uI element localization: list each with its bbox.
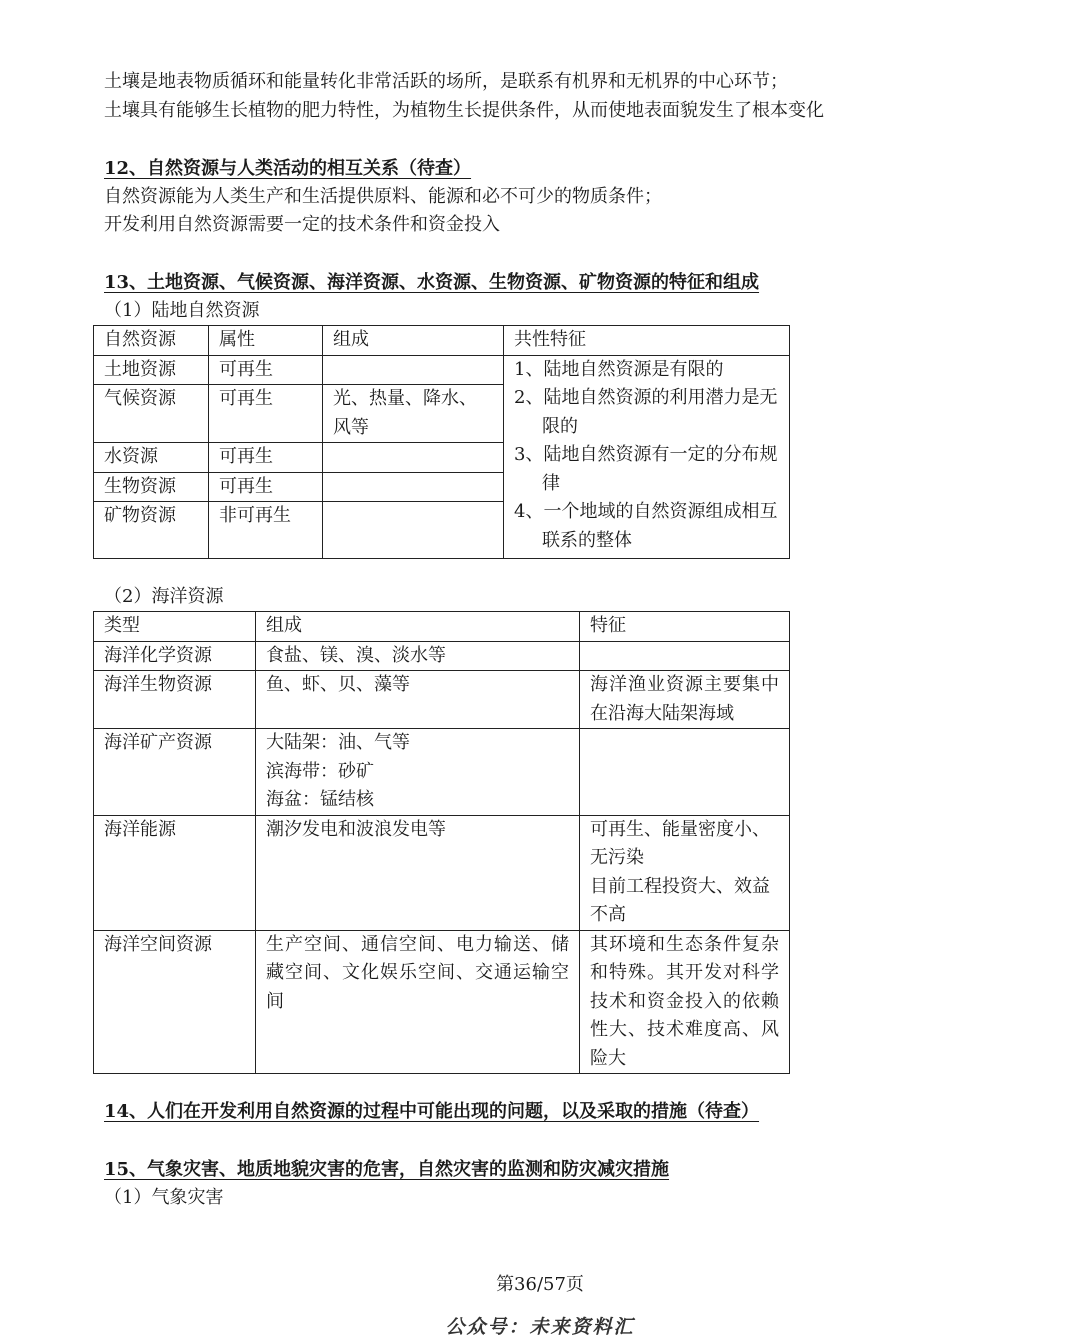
section-12-heading: 12、自然资源与人类活动的相互关系（待查） <box>104 158 472 179</box>
brand-watermark: 公众号：未来资料汇 <box>445 1316 635 1338</box>
attribute-cell: 可再生 <box>209 355 323 385</box>
feature-line: 可再生、能量密度小、无污染 <box>590 818 770 868</box>
table-row <box>94 671 790 729</box>
feature-cell <box>580 671 790 729</box>
common-features-list <box>514 356 781 556</box>
table-row <box>94 641 790 671</box>
type-cell: 海洋生物资源 <box>94 671 256 729</box>
header-cell: 属性 <box>209 326 323 356</box>
list-item: 1、陆地自然资源是有限的 <box>514 358 724 380</box>
attribute-cell: 可再生 <box>209 472 323 502</box>
feature-cell <box>580 930 790 1074</box>
resource-name-cell: 水资源 <box>94 443 209 473</box>
common-features-cell <box>504 355 790 559</box>
feature-cell <box>580 729 790 816</box>
section-13-heading: 13、土地资源、气候资源、海洋资源、水资源、生物资源、矿物资源的特征和组成 <box>104 272 760 293</box>
resource-name-cell: 矿物资源 <box>94 502 209 559</box>
table-header-row <box>94 612 790 642</box>
feature-line: 其环境和生态条件复杂和特殊。其开发对科学技术和资金投入的依赖性大、技术难度高、风险大 <box>590 933 779 1069</box>
header-cell: 特征 <box>580 612 790 642</box>
composition-line: 滨海带：砂矿 <box>266 760 374 782</box>
ocean-resources-title: （2）海洋资源 <box>104 586 224 607</box>
attribute-cell: 可再生 <box>209 385 323 443</box>
type-cell: 海洋矿产资源 <box>94 729 256 816</box>
resource-name-cell: 生物资源 <box>94 472 209 502</box>
composition-line: 大陆架：油、气等 <box>266 732 410 753</box>
intro-line-1: 土壤是地表物质循环和能量转化非常活跃的场所，是联系有机界和无机界的中心环节； <box>104 71 788 92</box>
table-header-row <box>94 326 790 356</box>
header-cell: 组成 <box>256 612 580 642</box>
composition-cell <box>256 729 580 816</box>
land-resources-table <box>93 325 790 559</box>
composition-line: 生产空间、通信空间、电力输送、储藏空间、文化娱乐空间、交通运输空间 <box>266 933 569 1012</box>
composition-cell <box>323 443 504 473</box>
composition-cell <box>323 502 504 559</box>
composition-line: 鱼、虾、贝、藻等 <box>266 674 410 695</box>
ocean-resources-table <box>93 611 790 1074</box>
composition-line: 海盆：锰结核 <box>266 789 374 810</box>
feature-cell <box>580 815 790 930</box>
resource-name-cell: 土地资源 <box>94 355 209 385</box>
land-resources-title: （1）陆地自然资源 <box>104 300 260 321</box>
section-14-heading: 14、人们在开发利用自然资源的过程中可能出现的问题，以及采取的措施（待查） <box>104 1101 760 1122</box>
composition-cell: 光、热量、降水、风等 <box>323 385 504 443</box>
table-row <box>94 930 790 1074</box>
header-cell: 类型 <box>94 612 256 642</box>
header-cell: 组成 <box>323 326 504 356</box>
type-cell: 海洋化学资源 <box>94 641 256 671</box>
table-row <box>94 815 790 930</box>
type-cell: 海洋空间资源 <box>94 930 256 1074</box>
table-row <box>94 729 790 816</box>
composition-cell <box>256 641 580 671</box>
table-row <box>94 355 790 385</box>
composition-cell <box>323 355 504 385</box>
feature-line: 海洋渔业资源主要集中在沿海大陆架海域 <box>590 674 779 724</box>
composition-cell <box>256 671 580 729</box>
type-cell: 海洋能源 <box>94 815 256 930</box>
section-15-sub-1: （1）气象灾害 <box>104 1187 224 1208</box>
list-item: 2、陆地自然资源的利用潜力是无限的 <box>514 387 778 437</box>
intro-line-2: 土壤具有能够生长植物的肥力特性，为植物生长提供条件，从而使地表面貌发生了根本变化 <box>104 100 824 121</box>
composition-line: 潮汐发电和波浪发电等 <box>266 818 446 840</box>
composition-cell <box>256 815 580 930</box>
feature-cell <box>580 641 790 671</box>
section-12-line-1: 自然资源能为人类生产和生活提供原料、能源和必不可少的物质条件； <box>104 186 662 207</box>
list-item: 3、陆地自然资源有一定的分布规律 <box>514 444 778 494</box>
section-12-line-2: 开发利用自然资源需要一定的技术条件和资金投入 <box>104 214 500 235</box>
feature-line: 目前工程投资大、效益不高 <box>590 875 770 925</box>
header-cell: 自然资源 <box>94 326 209 356</box>
composition-cell <box>323 472 504 502</box>
section-15-heading: 15、气象灾害、地质地貌灾害的危害，自然灾害的监测和防灾减灾措施 <box>104 1159 670 1180</box>
page-number: 第36/57页 <box>496 1274 584 1295</box>
attribute-cell: 可再生 <box>209 443 323 473</box>
resource-name-cell: 气候资源 <box>94 385 209 443</box>
header-cell: 共性特征 <box>504 326 790 356</box>
composition-line: 食盐、镁、溴、淡水等 <box>266 644 446 666</box>
attribute-cell: 非可再生 <box>209 502 323 559</box>
composition-cell <box>256 930 580 1074</box>
list-item: 4、一个地域的自然资源组成相互联系的整体 <box>514 501 778 551</box>
